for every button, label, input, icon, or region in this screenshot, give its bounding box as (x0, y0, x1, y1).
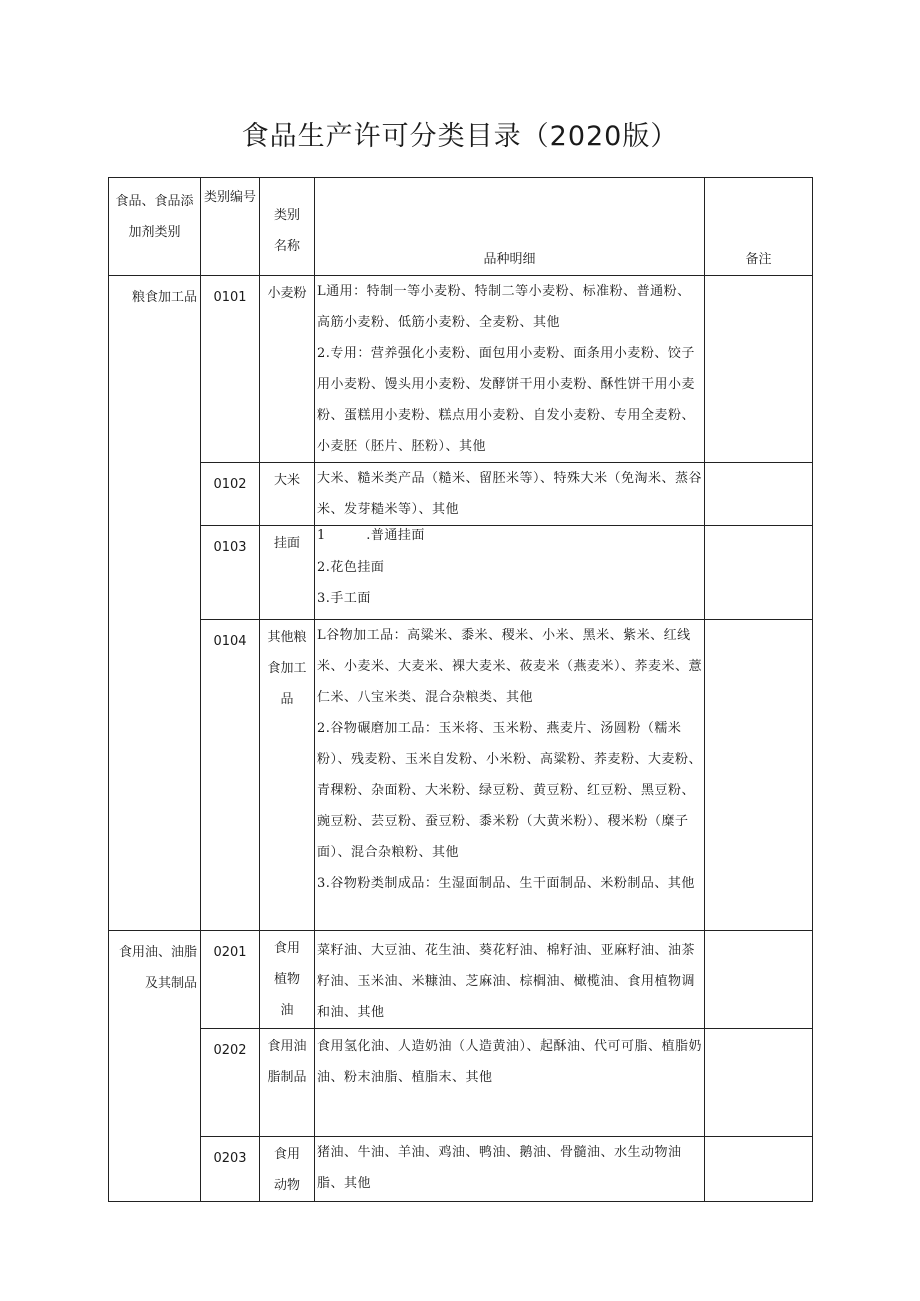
name-cell: 食用动物 (260, 1137, 315, 1202)
table-row (109, 526, 813, 620)
code-cell: 0104 (201, 620, 260, 931)
catalog-table (108, 177, 813, 1202)
variety-line: 3.手工面 (317, 591, 371, 606)
variety-line: 1 .普通挂面 (317, 528, 425, 543)
name-cell: 大米 (260, 463, 315, 526)
varieties-cell (315, 526, 705, 620)
remarks-cell (705, 526, 813, 620)
table-row (109, 1029, 813, 1137)
varieties-cell (315, 620, 705, 931)
name-cell: 其他粮食加工品 (260, 620, 315, 931)
remarks-cell (705, 620, 813, 931)
variety-line: 猪油、牛油、羊油、鸡油、鸭油、鹅油、骨髓油、水生动物油脂、其他 (317, 1145, 682, 1191)
code-cell: 0202 (201, 1029, 260, 1137)
variety-line: 2.谷物碾磨加工品：玉米将、玉米粉、燕麦片、汤圆粉（糯米粉）、残麦粉、玉米自发粉、小米粉、高粱粉、荞麦粉、大麦粉、青稞粉、杂面粉、大米粉、绿豆粉、黄豆粉、红豆粉、黑豆粉、豌豆粉、芸豆粉、蚕豆粉、黍米粉（大黄米粉）、稷米粉（糜子面）、混合杂粮粉、其他 (317, 721, 703, 860)
table-row (109, 1137, 813, 1202)
header-name: 类别名称 (260, 178, 315, 276)
variety-line: 2.花色挂面 (317, 560, 385, 575)
varieties-cell (315, 1029, 705, 1137)
table-row (109, 463, 813, 526)
table-row (109, 620, 813, 931)
header-code: 类别编号 (201, 178, 260, 276)
page-title: 食品生产许可分类目录（2020版） (241, 121, 679, 152)
code-cell: 0203 (201, 1137, 260, 1202)
remarks-cell (705, 931, 813, 1029)
variety-line: L谷物加工品：高粱米、黍米、稷米、小米、黑米、紫米、红线米、小麦米、大麦米、裸大麦米、莜麦米（燕麦米）、荞麦米、薏仁米、八宝米类、混合杂粮类、其他 (317, 628, 703, 705)
table-row (109, 931, 813, 1029)
header-remarks: 备注 (705, 178, 813, 276)
code-cell: 0103 (201, 526, 260, 620)
code-cell: 0102 (201, 463, 260, 526)
varieties-cell (315, 1137, 705, 1202)
varieties-cell (315, 276, 705, 463)
category-cell: 粮食加工品 (109, 276, 201, 931)
varieties-cell (315, 931, 705, 1029)
remarks-cell (705, 1029, 813, 1137)
category-cell: 食用油、油脂及其制品 (109, 931, 201, 1202)
varieties-cell (315, 463, 705, 526)
variety-line: 大米、糙米类产品（糙米、留胚米等）、特殊大米（免淘米、蒸谷米、发芽糙米等）、其他 (317, 471, 703, 517)
name-cell: 食用油脂制品 (260, 1029, 315, 1137)
code-cell: 0201 (201, 931, 260, 1029)
header-varieties: 品种明细 (315, 178, 705, 276)
variety-line: 3.谷物粉类制成品：生湿面制品、生干面制品、米粉制品、其他 (317, 876, 695, 891)
table-row (109, 276, 813, 463)
variety-line: 菜籽油、大豆油、花生油、葵花籽油、棉籽油、亚麻籽油、油茶籽油、玉米油、米糠油、芝麻油、棕榈油、橄榄油、食用植物调和油、其他 (317, 943, 696, 1020)
name-cell: 小麦粉 (260, 276, 315, 463)
remarks-cell (705, 1137, 813, 1202)
variety-line: 2.专用：营养强化小麦粉、面包用小麦粉、面条用小麦粉、饺子用小麦粉、馒头用小麦粉、发酵饼干用小麦粉、酥性饼干用小麦粉、蛋糕用小麦粉、糕点用小麦粉、自发小麦粉、专用全麦粉、小麦胚（胚片、胚粉）、其他 (317, 346, 696, 454)
remarks-cell (705, 276, 813, 463)
variety-line: 食用氢化油、人造奶油（人造黄油）、起酥油、代可可脂、植脂奶油、粉末油脂、植脂末、其他 (317, 1039, 703, 1085)
name-cell: 食用植物油 (260, 931, 315, 1029)
table-header-row (109, 178, 813, 276)
variety-line: L通用：特制一等小麦粉、特制二等小麦粉、标准粉、普通粉、高筋小麦粉、低筋小麦粉、全麦粉、其他 (317, 284, 691, 330)
name-cell: 挂面 (260, 526, 315, 620)
code-cell: 0101 (201, 276, 260, 463)
remarks-cell (705, 463, 813, 526)
header-category: 食品、食品添加剂类别 (109, 178, 201, 276)
